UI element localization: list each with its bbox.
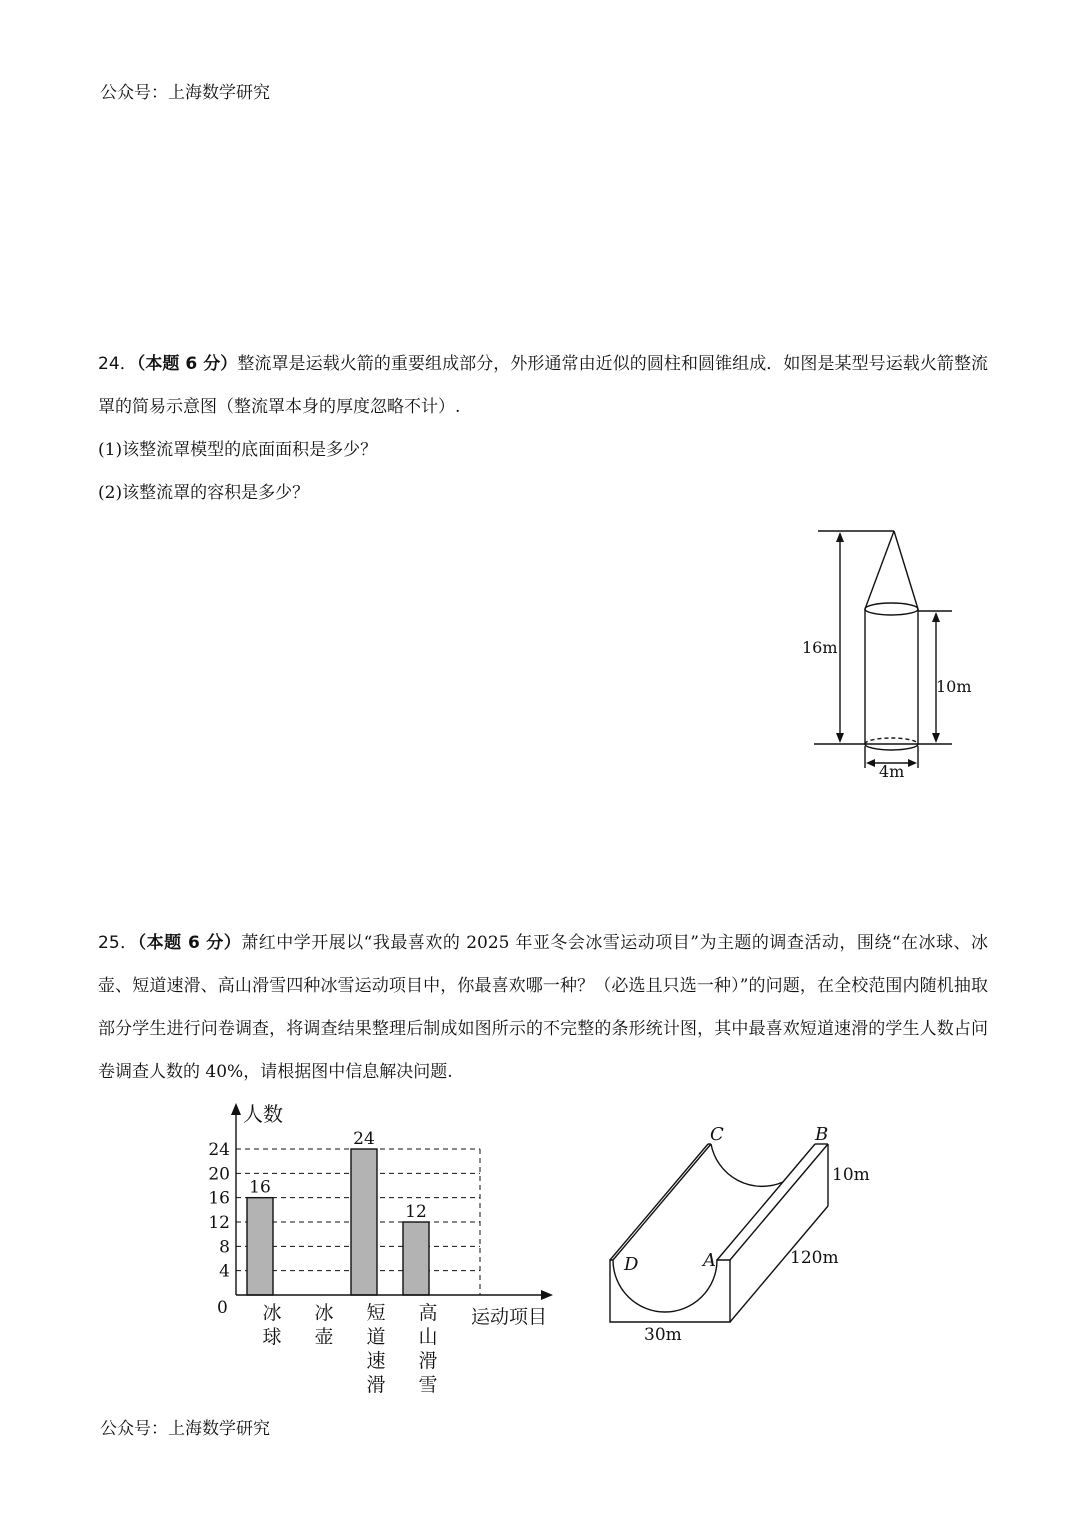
category-label-1: 冰球 [262, 1302, 282, 1348]
y-axis-title: 人数 [243, 1102, 283, 1126]
bar-value-label-4: 12 [405, 1202, 427, 1222]
q24-points: （本题 6 分） [136, 354, 238, 374]
cone-right-edge [894, 531, 918, 609]
category-label-4: 高山滑雪 [418, 1302, 438, 1396]
cone-left-edge [865, 531, 894, 609]
label-D: D [624, 1254, 639, 1275]
label-16m: 16m [802, 638, 838, 657]
question-24 [98, 343, 988, 515]
trough-inner-left-edge [613, 1144, 711, 1260]
trough-inner-right-edge [717, 1144, 815, 1260]
origin-label: 0 [217, 1298, 228, 1318]
bar-chart [195, 1095, 565, 1400]
q24-number: 24． [98, 354, 137, 374]
label-C: C [710, 1124, 724, 1145]
y-tick-label-24: 24 [208, 1140, 230, 1160]
y-tick-label-20: 20 [208, 1164, 230, 1185]
q24-stem: 整流罩是运载火箭的重要组成部分，外形通常由近似的圆柱和圆锥组成．如图是某型号运载火箭整流罩的简易示意图（整流罩本身的厚度忽略不计）. [98, 354, 989, 417]
bar-value-label-3: 24 [353, 1129, 375, 1149]
page-header: 公众号：上海数学研究 [100, 83, 270, 103]
label-4m: 4m [879, 762, 905, 781]
label-10m: 10m [936, 677, 972, 696]
bar-1 [247, 1198, 273, 1295]
q25-points: （本题 6 分） [137, 933, 242, 953]
x-axis-arrow [541, 1290, 553, 1300]
cylinder-bottom-back [865, 738, 918, 744]
trough-top-left-edge [610, 1144, 708, 1260]
q25-stem: 萧红中学开展以“我最喜欢的 2025 年亚冬会冰雪运动项目”为主题的调查活动，围绕“在冰球、冰壶、短道速滑、高山滑雪四种冰雪运动项目中，你最喜欢哪一种？（必选且只选一种）”的问题，在全校范围内随机抽取部分学生进行问卷调查，将调查结果整理后制成如图所示的不完整的条形统计图，其中最喜欢短道速滑的学生人数占问卷调查人数的 40%，请根据图中信息解决问题. [98, 933, 988, 1082]
trough-top-right-edge [730, 1144, 828, 1260]
x-axis-title: 运动项目 [471, 1306, 548, 1328]
q25-number: 25． [98, 933, 138, 953]
cylinder-top-ellipse [865, 603, 918, 615]
label-120m: 120m [790, 1248, 839, 1268]
category-label-3: 短道速滑 [366, 1302, 386, 1396]
fairing-figure [790, 520, 980, 790]
y-axis-arrow [231, 1103, 241, 1115]
cylinder-bottom-front [865, 744, 918, 750]
page-footer: 公众号：上海数学研究 [100, 1419, 270, 1439]
label-30m: 30m [644, 1325, 682, 1345]
q24-sub1: (1)该整流罩模型的底面面积是多少？ [98, 440, 378, 460]
bar-value-label-1: 16 [249, 1177, 271, 1198]
question-25 [98, 922, 988, 1094]
y-tick-label-8: 8 [219, 1237, 230, 1258]
y-tick-label-4: 4 [219, 1261, 230, 1282]
label-A: A [703, 1250, 716, 1271]
category-label-2: 冰壶 [314, 1302, 334, 1348]
trough-figure [600, 1120, 880, 1350]
bar-3 [351, 1149, 377, 1295]
label-B: B [815, 1124, 829, 1145]
y-tick-label-16: 16 [208, 1188, 230, 1209]
label-10m-depth: 10m [832, 1165, 870, 1185]
bar-4 [403, 1222, 429, 1295]
q24-sub2: (2)该整流罩的容积是多少？ [98, 483, 310, 503]
trough-back-arc [711, 1144, 783, 1186]
y-tick-label-12: 12 [208, 1213, 230, 1233]
